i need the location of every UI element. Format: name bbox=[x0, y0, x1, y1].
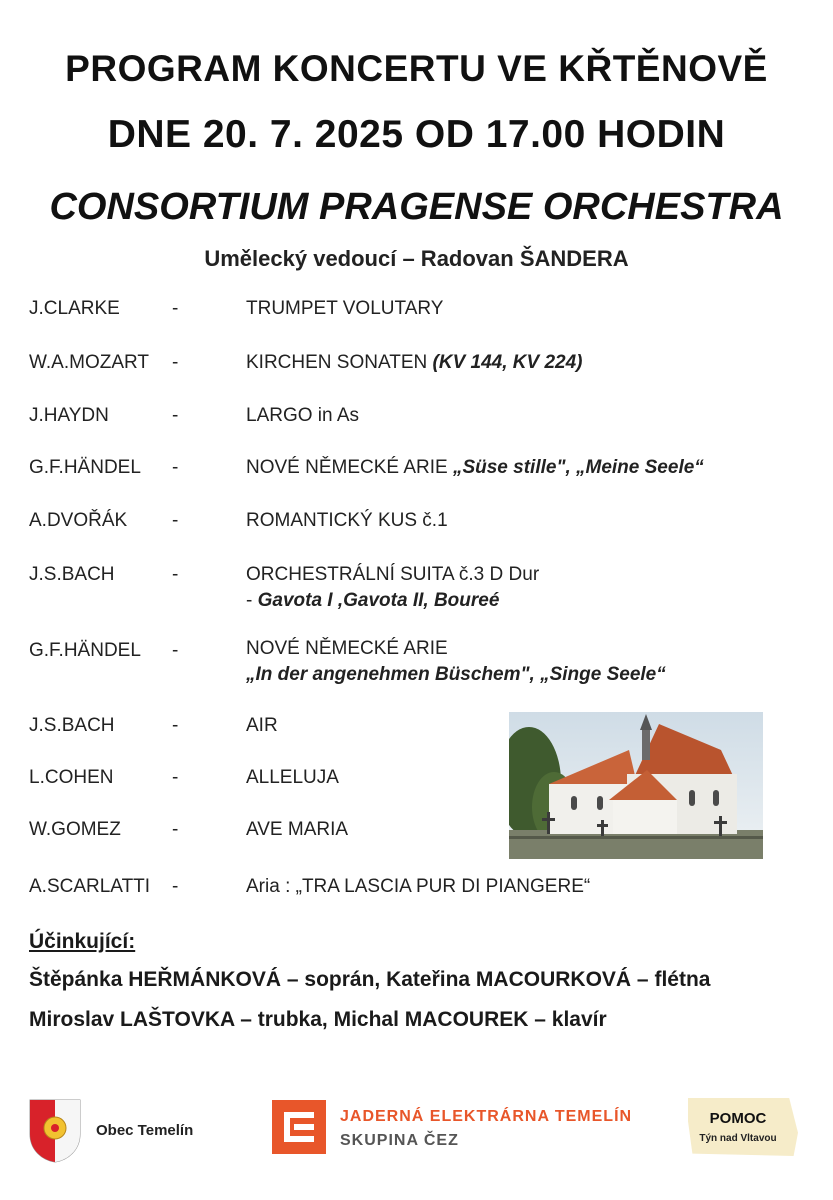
piece-movements bbox=[246, 590, 499, 612]
performers-heading: Účinkující: bbox=[29, 930, 136, 953]
piece bbox=[246, 767, 339, 789]
title-line2: DNE 20. 7. 2025 OD 17.00 HODIN bbox=[107, 113, 726, 156]
cez-line1: JADERNÁ ELEKTRÁRNA TEMELÍN bbox=[340, 1108, 633, 1125]
piece bbox=[246, 457, 704, 479]
piece-detail: „Süse stille", „Meine Seele“ bbox=[452, 457, 704, 478]
composer: G.F.HÄNDEL bbox=[29, 457, 141, 478]
dash: - bbox=[172, 510, 179, 531]
dash: - bbox=[172, 715, 179, 736]
arias-text: „In der angenehmen Büschem", „Singe Seele“ bbox=[246, 664, 666, 685]
dash: - bbox=[172, 767, 179, 788]
piece-title: AIR bbox=[246, 715, 278, 736]
composer: J.S.BACH bbox=[29, 564, 115, 585]
piece-title: ALLELUJA bbox=[246, 767, 339, 788]
dash: - bbox=[172, 298, 179, 319]
piece-title: NOVÉ NĚMECKÉ ARIE bbox=[246, 638, 448, 659]
pomoc-subtitle: Týn nad Vltavou bbox=[699, 1133, 777, 1144]
church-photo bbox=[509, 712, 763, 859]
piece bbox=[246, 715, 278, 737]
performers-line1: Štěpánka HEŘMÁNKOVÁ – soprán, Kateřina MACOURKOVÁ – flétna bbox=[29, 968, 711, 991]
dash: - bbox=[172, 564, 179, 585]
dash: - bbox=[172, 352, 179, 373]
piece bbox=[246, 564, 539, 586]
dash: - bbox=[172, 876, 179, 897]
composer: J.S.BACH bbox=[29, 715, 115, 736]
composer: J.HAYDN bbox=[29, 405, 109, 426]
composer: A.DVOŘÁK bbox=[29, 510, 128, 531]
piece-detail: (KV 144, KV 224) bbox=[432, 352, 583, 373]
pomoc-badge bbox=[688, 1098, 798, 1156]
piece-title: KIRCHEN SONATEN bbox=[246, 352, 433, 373]
piece-title: ROMANTICKÝ KUS č.1 bbox=[246, 510, 448, 531]
pomoc-title: POMOC bbox=[709, 1110, 767, 1127]
piece bbox=[246, 876, 590, 898]
piece-title: NOVÉ NĚMECKÉ ARIE bbox=[246, 457, 453, 478]
temelin-coat-of-arms-icon bbox=[28, 1098, 82, 1169]
movements-text: Gavota I ,Gavota II, Boureé bbox=[257, 590, 500, 611]
composer: G.F.HÄNDEL bbox=[29, 640, 141, 661]
dash: - bbox=[172, 405, 179, 426]
cez-logo-icon bbox=[272, 1100, 326, 1159]
artistic-leader: Umělecký vedoucí – Radovan ŠANDERA bbox=[204, 246, 629, 271]
piece bbox=[246, 298, 443, 320]
piece bbox=[246, 819, 348, 841]
composer: L.COHEN bbox=[29, 767, 114, 788]
movements-prefix: - bbox=[246, 590, 258, 611]
piece-title: Aria : „TRA LASCIA PUR DI PIANGERE“ bbox=[246, 876, 591, 897]
piece bbox=[246, 510, 448, 532]
cez-line2: SKUPINA ČEZ bbox=[340, 1132, 459, 1149]
title-line1: PROGRAM KONCERTU VE KŘTĚNOVĚ bbox=[65, 48, 768, 89]
piece-title: ORCHESTRÁLNÍ SUITA č.3 D Dur bbox=[246, 564, 540, 585]
composer: J.CLARKE bbox=[29, 298, 120, 319]
piece bbox=[246, 638, 448, 660]
dash: - bbox=[172, 640, 179, 661]
orchestra-name: CONSORTIUM PRAGENSE ORCHESTRA bbox=[49, 186, 784, 228]
temelin-label: Obec Temelín bbox=[96, 1122, 194, 1139]
dash: - bbox=[172, 457, 179, 478]
piece-title: LARGO in As bbox=[246, 405, 359, 426]
composer: W.GOMEZ bbox=[29, 819, 121, 840]
piece-title: AVE MARIA bbox=[246, 819, 349, 840]
piece-arias bbox=[246, 664, 666, 686]
piece-title: TRUMPET VOLUTARY bbox=[246, 298, 444, 319]
composer: A.SCARLATTI bbox=[29, 876, 151, 897]
dash: - bbox=[172, 819, 179, 840]
composer: W.A.MOZART bbox=[29, 352, 149, 373]
performers-line2: Miroslav LAŠTOVKA – trubka, Michal MACOUREK – klavír bbox=[29, 1008, 607, 1031]
piece bbox=[246, 405, 359, 427]
piece bbox=[246, 352, 582, 374]
